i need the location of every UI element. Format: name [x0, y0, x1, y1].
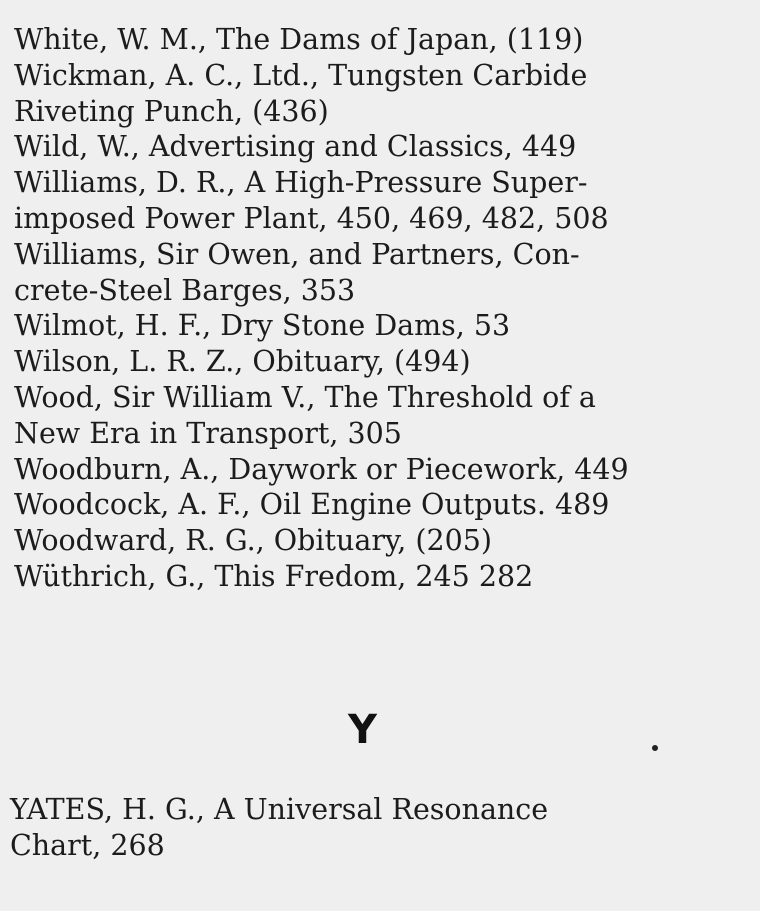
index-entry [14, 237, 742, 309]
section-heading-letter: Y [348, 707, 377, 753]
index-entry [14, 559, 742, 595]
entry-line: Wilson, L. R. Z., Obituary, (494) [14, 345, 471, 379]
index-entry [14, 452, 742, 488]
entry-line: Williams, Sir Owen, and Partners, Con- [14, 237, 580, 271]
entry-line: Williams, D. R., A High-Pressure Super- [14, 166, 588, 200]
index-entry [14, 308, 742, 344]
entry-line: Riveting Punch, (436) [14, 94, 329, 128]
entry-line: crete-Steel Barges, 353 [14, 273, 356, 307]
entry-line: Woodcock, A. F., Oil Engine Outputs. 489 [14, 488, 610, 522]
index-entry [14, 487, 742, 523]
index-entry [14, 380, 742, 452]
index-entry [14, 165, 742, 237]
print-speck [652, 745, 658, 751]
entry-line: Wilmot, H. F., Dry Stone Dams, 53 [14, 309, 511, 343]
entry-line: Wickman, A. C., Ltd., Tungsten Carbide [14, 58, 588, 92]
index-entry [14, 22, 742, 58]
index-entry [14, 129, 742, 165]
entry-line: Wild, W., Advertising and Classics, 449 [14, 130, 577, 164]
entry-line: Woodward, R. G., Obituary, (205) [14, 524, 493, 558]
entry-line: New Era in Transport, 305 [14, 416, 402, 450]
index-entries-y [10, 792, 722, 864]
entry-line: YATES, H. G., A Universal Resonance [10, 793, 549, 826]
index-entries-w [14, 22, 742, 595]
index-entry [14, 58, 742, 130]
entry-line: Wood, Sir William V., The Threshold of a [14, 380, 596, 414]
index-entry [14, 344, 742, 380]
entry-line: White, W. M., The Dams of Japan, (119) [14, 23, 584, 56]
entry-line: Chart, 268 [10, 829, 165, 862]
entry-line: imposed Power Plant, 450, 469, 482, 508 [14, 201, 609, 235]
entry-line: Woodburn, A., Daywork or Piecework, 449 [14, 452, 629, 486]
index-entry [10, 792, 722, 864]
entry-line: Wüthrich, G., This Fredom, 245 282 [14, 559, 534, 593]
index-entry [14, 523, 742, 559]
